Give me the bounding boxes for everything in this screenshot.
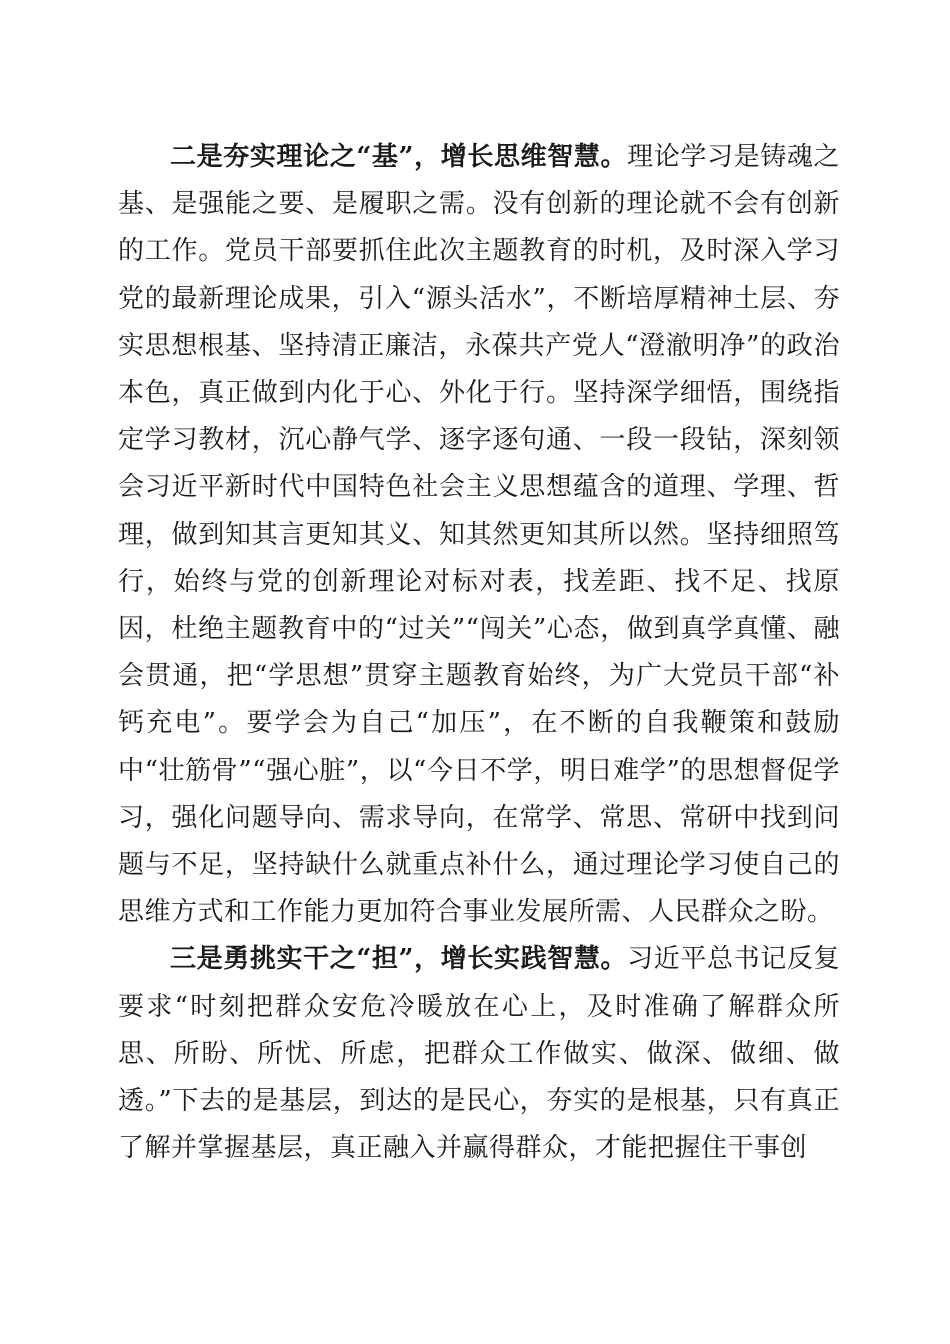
paragraph-theory (118, 134, 840, 936)
paragraph-heading: 三是勇挑实干之“担”，增长实践智慧。 (170, 944, 628, 975)
paragraph-practice (118, 936, 840, 1172)
document-page (118, 134, 840, 1172)
paragraph-body: 习近平总书记反复要求“时刻把群众安危冷暖放在心上，及时准确了解群众所思、所盼、所忧、所虑，把群众工作做实、做深、做细、做透。”下去的是基层，到达的是民心，夯实的是根基，只有真正了解并掌握基层，真正融入并赢得群众，才能把握住干事创 (118, 944, 840, 1164)
paragraph-heading: 二是夯实理论之“基”，增长思维智慧。 (170, 142, 628, 172)
paragraph-body: 理论学习是铸魂之基、是强能之要、是履职之需。没有创新的理论就不会有创新的工作。党员干部要抓住此次主题教育的时机，及时深入学习党的最新理论成果，引入“源头活水”，不断培厚精神土层、夯实思想根基、坚持清正廉洁，永葆共产党人“澄澈明净”的政治本色，真正做到内化于心、外化于行。坚持深学细悟，围绕指定学习教材，沉心静气学、逐字逐句通、一段一段钻，深刻领会习近平新时代中国特色社会主义思想蕴含的道理、学理、哲理，做到知其言更知其义、知其然更知其所以然。坚持细照笃行，始终与党的创新理论对标对表，找差距、找不足、找原因，杜绝主题教育中的“过关”“闯关”心态，做到真学真懂、融会贯通，把“学思想”贯穿主题教育始终，为广大党员干部“补钙充电”。要学会为自己“加压”，在不断的自我鞭策和鼓励中“壮筋骨”“强心脏”，以“今日不学，明日难学”的思想督促学习，强化问题导向、需求导向，在常学、常思、常研中找到问题与不足，坚持缺什么就重点补什么，通过理论学习使自己的思维方式和工作能力更加符合事业发展所需、人民群众之盼。 (118, 142, 840, 928)
